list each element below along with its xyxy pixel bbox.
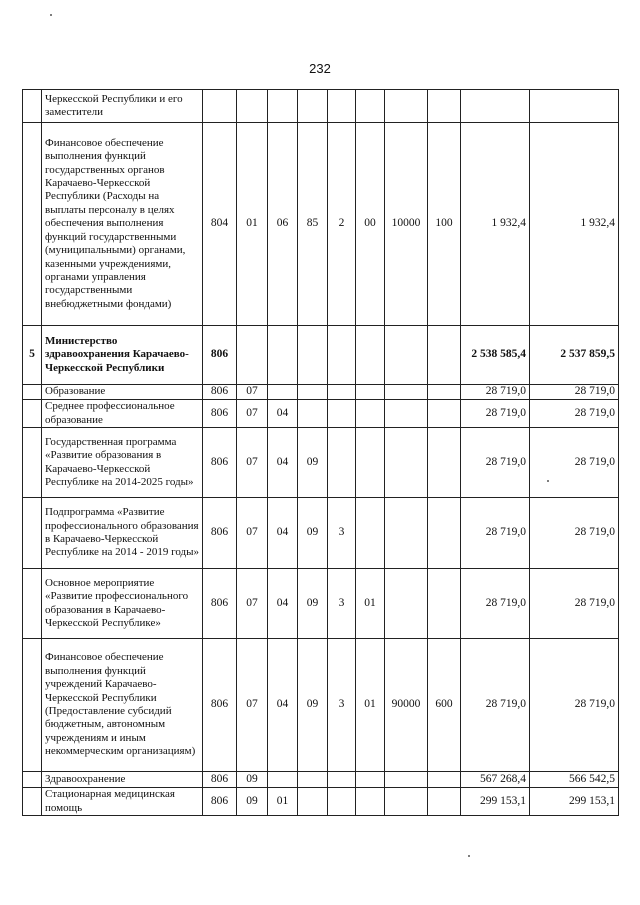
amount-year-2: 28 719,0	[530, 400, 619, 428]
scan-speck	[50, 14, 52, 16]
ministry-code: 806	[203, 400, 237, 428]
ministry-code: 806	[203, 639, 237, 772]
expense-type-code	[428, 428, 461, 498]
item-name: Здравоохранение	[42, 772, 203, 788]
row-number	[23, 400, 42, 428]
amount-year-1: 28 719,0	[461, 569, 530, 639]
section-code	[237, 90, 268, 123]
table-row	[23, 639, 619, 772]
ministry-code: 806	[203, 428, 237, 498]
table-row	[23, 772, 619, 788]
scan-speck	[547, 480, 549, 482]
page-number: 232	[309, 61, 331, 76]
item-name: Министерство здравоохранения Карачаево-Черкесской Республики	[42, 326, 203, 385]
amount-year-2: 299 153,1	[530, 788, 619, 816]
expense-type-code	[428, 326, 461, 385]
expense-type-code	[428, 788, 461, 816]
table-row	[23, 788, 619, 816]
measure-code	[356, 788, 385, 816]
direction-code	[385, 498, 428, 569]
row-number	[23, 498, 42, 569]
row-number	[23, 123, 42, 326]
subprogram-code: 3	[328, 498, 356, 569]
row-number	[23, 428, 42, 498]
amount-year-2: 28 719,0	[530, 639, 619, 772]
row-number	[23, 385, 42, 400]
row-number	[23, 788, 42, 816]
program-code: 85	[298, 123, 328, 326]
table-row	[23, 569, 619, 639]
subsection-code	[268, 772, 298, 788]
amount-year-1: 1 932,4	[461, 123, 530, 326]
item-name: Среднее профессиональное образование	[42, 400, 203, 428]
program-code: 09	[298, 498, 328, 569]
section-code: 09	[237, 788, 268, 816]
subsection-code	[268, 385, 298, 400]
subprogram-code	[328, 772, 356, 788]
section-code: 07	[237, 639, 268, 772]
subsection-code	[268, 90, 298, 123]
table-row	[23, 498, 619, 569]
amount-year-1: 28 719,0	[461, 639, 530, 772]
program-code	[298, 400, 328, 428]
item-name: Черкесской Республики и его заместители	[42, 90, 203, 123]
row-number	[23, 639, 42, 772]
direction-code	[385, 385, 428, 400]
direction-code	[385, 788, 428, 816]
direction-code	[385, 428, 428, 498]
ministry-code: 806	[203, 498, 237, 569]
item-name: Стационарная медицинская помощь	[42, 788, 203, 816]
ministry-code: 806	[203, 326, 237, 385]
program-code	[298, 788, 328, 816]
subsection-code: 01	[268, 788, 298, 816]
program-code: 09	[298, 569, 328, 639]
measure-code: 01	[356, 569, 385, 639]
row-number: 5	[23, 326, 42, 385]
ministry-code: 806	[203, 385, 237, 400]
amount-year-1: 28 719,0	[461, 385, 530, 400]
item-name: Государственная программа «Развитие образования в Карачаево-Черкесской Республике на 2014-2025 годы»	[42, 428, 203, 498]
table-row	[23, 400, 619, 428]
direction-code	[385, 569, 428, 639]
subsection-code: 04	[268, 498, 298, 569]
direction-code	[385, 90, 428, 123]
amount-year-1: 28 719,0	[461, 498, 530, 569]
amount-year-1: 28 719,0	[461, 428, 530, 498]
row-number	[23, 90, 42, 123]
subprogram-code	[328, 385, 356, 400]
direction-code	[385, 772, 428, 788]
program-code: 09	[298, 428, 328, 498]
row-number	[23, 569, 42, 639]
amount-year-2: 566 542,5	[530, 772, 619, 788]
measure-code	[356, 428, 385, 498]
scan-speck	[468, 855, 470, 857]
expense-type-code	[428, 569, 461, 639]
program-code: 09	[298, 639, 328, 772]
subprogram-code	[328, 326, 356, 385]
item-name: Финансовое обеспечение выполнения функций государственных органов Карачаево-Черкесской Республики (Расходы на выплаты персоналу в целях обеспечения выполнения функций государственными (муниципальными) органами, казенными учреждениями, органами управления государственными внебюджетными фондами)	[42, 123, 203, 326]
measure-code	[356, 385, 385, 400]
subprogram-code: 2	[328, 123, 356, 326]
subprogram-code: 3	[328, 569, 356, 639]
amount-year-1: 567 268,4	[461, 772, 530, 788]
expense-type-code	[428, 400, 461, 428]
direction-code	[385, 326, 428, 385]
subsection-code: 04	[268, 569, 298, 639]
expense-type-code: 600	[428, 639, 461, 772]
subprogram-code: 3	[328, 639, 356, 772]
subsection-code: 04	[268, 428, 298, 498]
expense-type-code	[428, 385, 461, 400]
measure-code: 00	[356, 123, 385, 326]
table-row	[23, 326, 619, 385]
item-name: Финансовое обеспечение выполнения функций учреждений Карачаево-Черкесской Республики (Предоставление субсидий бюджетным, автономным учреждениям и иным некоммерческим организациям)	[42, 639, 203, 772]
ministry-code: 806	[203, 772, 237, 788]
row-number	[23, 772, 42, 788]
table-row	[23, 123, 619, 326]
table-row	[23, 90, 619, 123]
subsection-code: 04	[268, 639, 298, 772]
amount-year-2: 28 719,0	[530, 569, 619, 639]
amount-year-1: 2 538 585,4	[461, 326, 530, 385]
direction-code: 10000	[385, 123, 428, 326]
program-code	[298, 385, 328, 400]
item-name: Основное мероприятие «Развитие профессионального образования в Карачаево-Черкесской Республике»	[42, 569, 203, 639]
section-code: 09	[237, 772, 268, 788]
section-code: 07	[237, 385, 268, 400]
amount-year-2: 1 932,4	[530, 123, 619, 326]
subprogram-code	[328, 400, 356, 428]
program-code	[298, 772, 328, 788]
measure-code	[356, 772, 385, 788]
subprogram-code	[328, 428, 356, 498]
measure-code	[356, 400, 385, 428]
amount-year-1: 299 153,1	[461, 788, 530, 816]
expense-type-code	[428, 90, 461, 123]
subprogram-code	[328, 788, 356, 816]
amount-year-2: 28 719,0	[530, 428, 619, 498]
budget-table	[22, 89, 619, 816]
section-code	[237, 326, 268, 385]
measure-code	[356, 90, 385, 123]
amount-year-2: 2 537 859,5	[530, 326, 619, 385]
expense-type-code: 100	[428, 123, 461, 326]
section-code: 07	[237, 498, 268, 569]
item-name: Образование	[42, 385, 203, 400]
amount-year-2: 28 719,0	[530, 498, 619, 569]
subsection-code: 06	[268, 123, 298, 326]
direction-code: 90000	[385, 639, 428, 772]
subprogram-code	[328, 90, 356, 123]
amount-year-1	[461, 90, 530, 123]
subsection-code: 04	[268, 400, 298, 428]
ministry-code: 806	[203, 788, 237, 816]
ministry-code: 806	[203, 569, 237, 639]
measure-code	[356, 498, 385, 569]
program-code	[298, 326, 328, 385]
expense-type-code	[428, 772, 461, 788]
measure-code	[356, 326, 385, 385]
table-row	[23, 385, 619, 400]
section-code: 07	[237, 400, 268, 428]
program-code	[298, 90, 328, 123]
item-name: Подпрограмма «Развитие профессионального образования в Карачаево-Черкесской Республике на 2014 - 2019 годы»	[42, 498, 203, 569]
amount-year-1: 28 719,0	[461, 400, 530, 428]
expense-type-code	[428, 498, 461, 569]
ministry-code: 804	[203, 123, 237, 326]
ministry-code	[203, 90, 237, 123]
table-row	[23, 428, 619, 498]
measure-code: 01	[356, 639, 385, 772]
amount-year-2: 28 719,0	[530, 385, 619, 400]
subsection-code	[268, 326, 298, 385]
section-code: 01	[237, 123, 268, 326]
section-code: 07	[237, 569, 268, 639]
section-code: 07	[237, 428, 268, 498]
direction-code	[385, 400, 428, 428]
amount-year-2	[530, 90, 619, 123]
